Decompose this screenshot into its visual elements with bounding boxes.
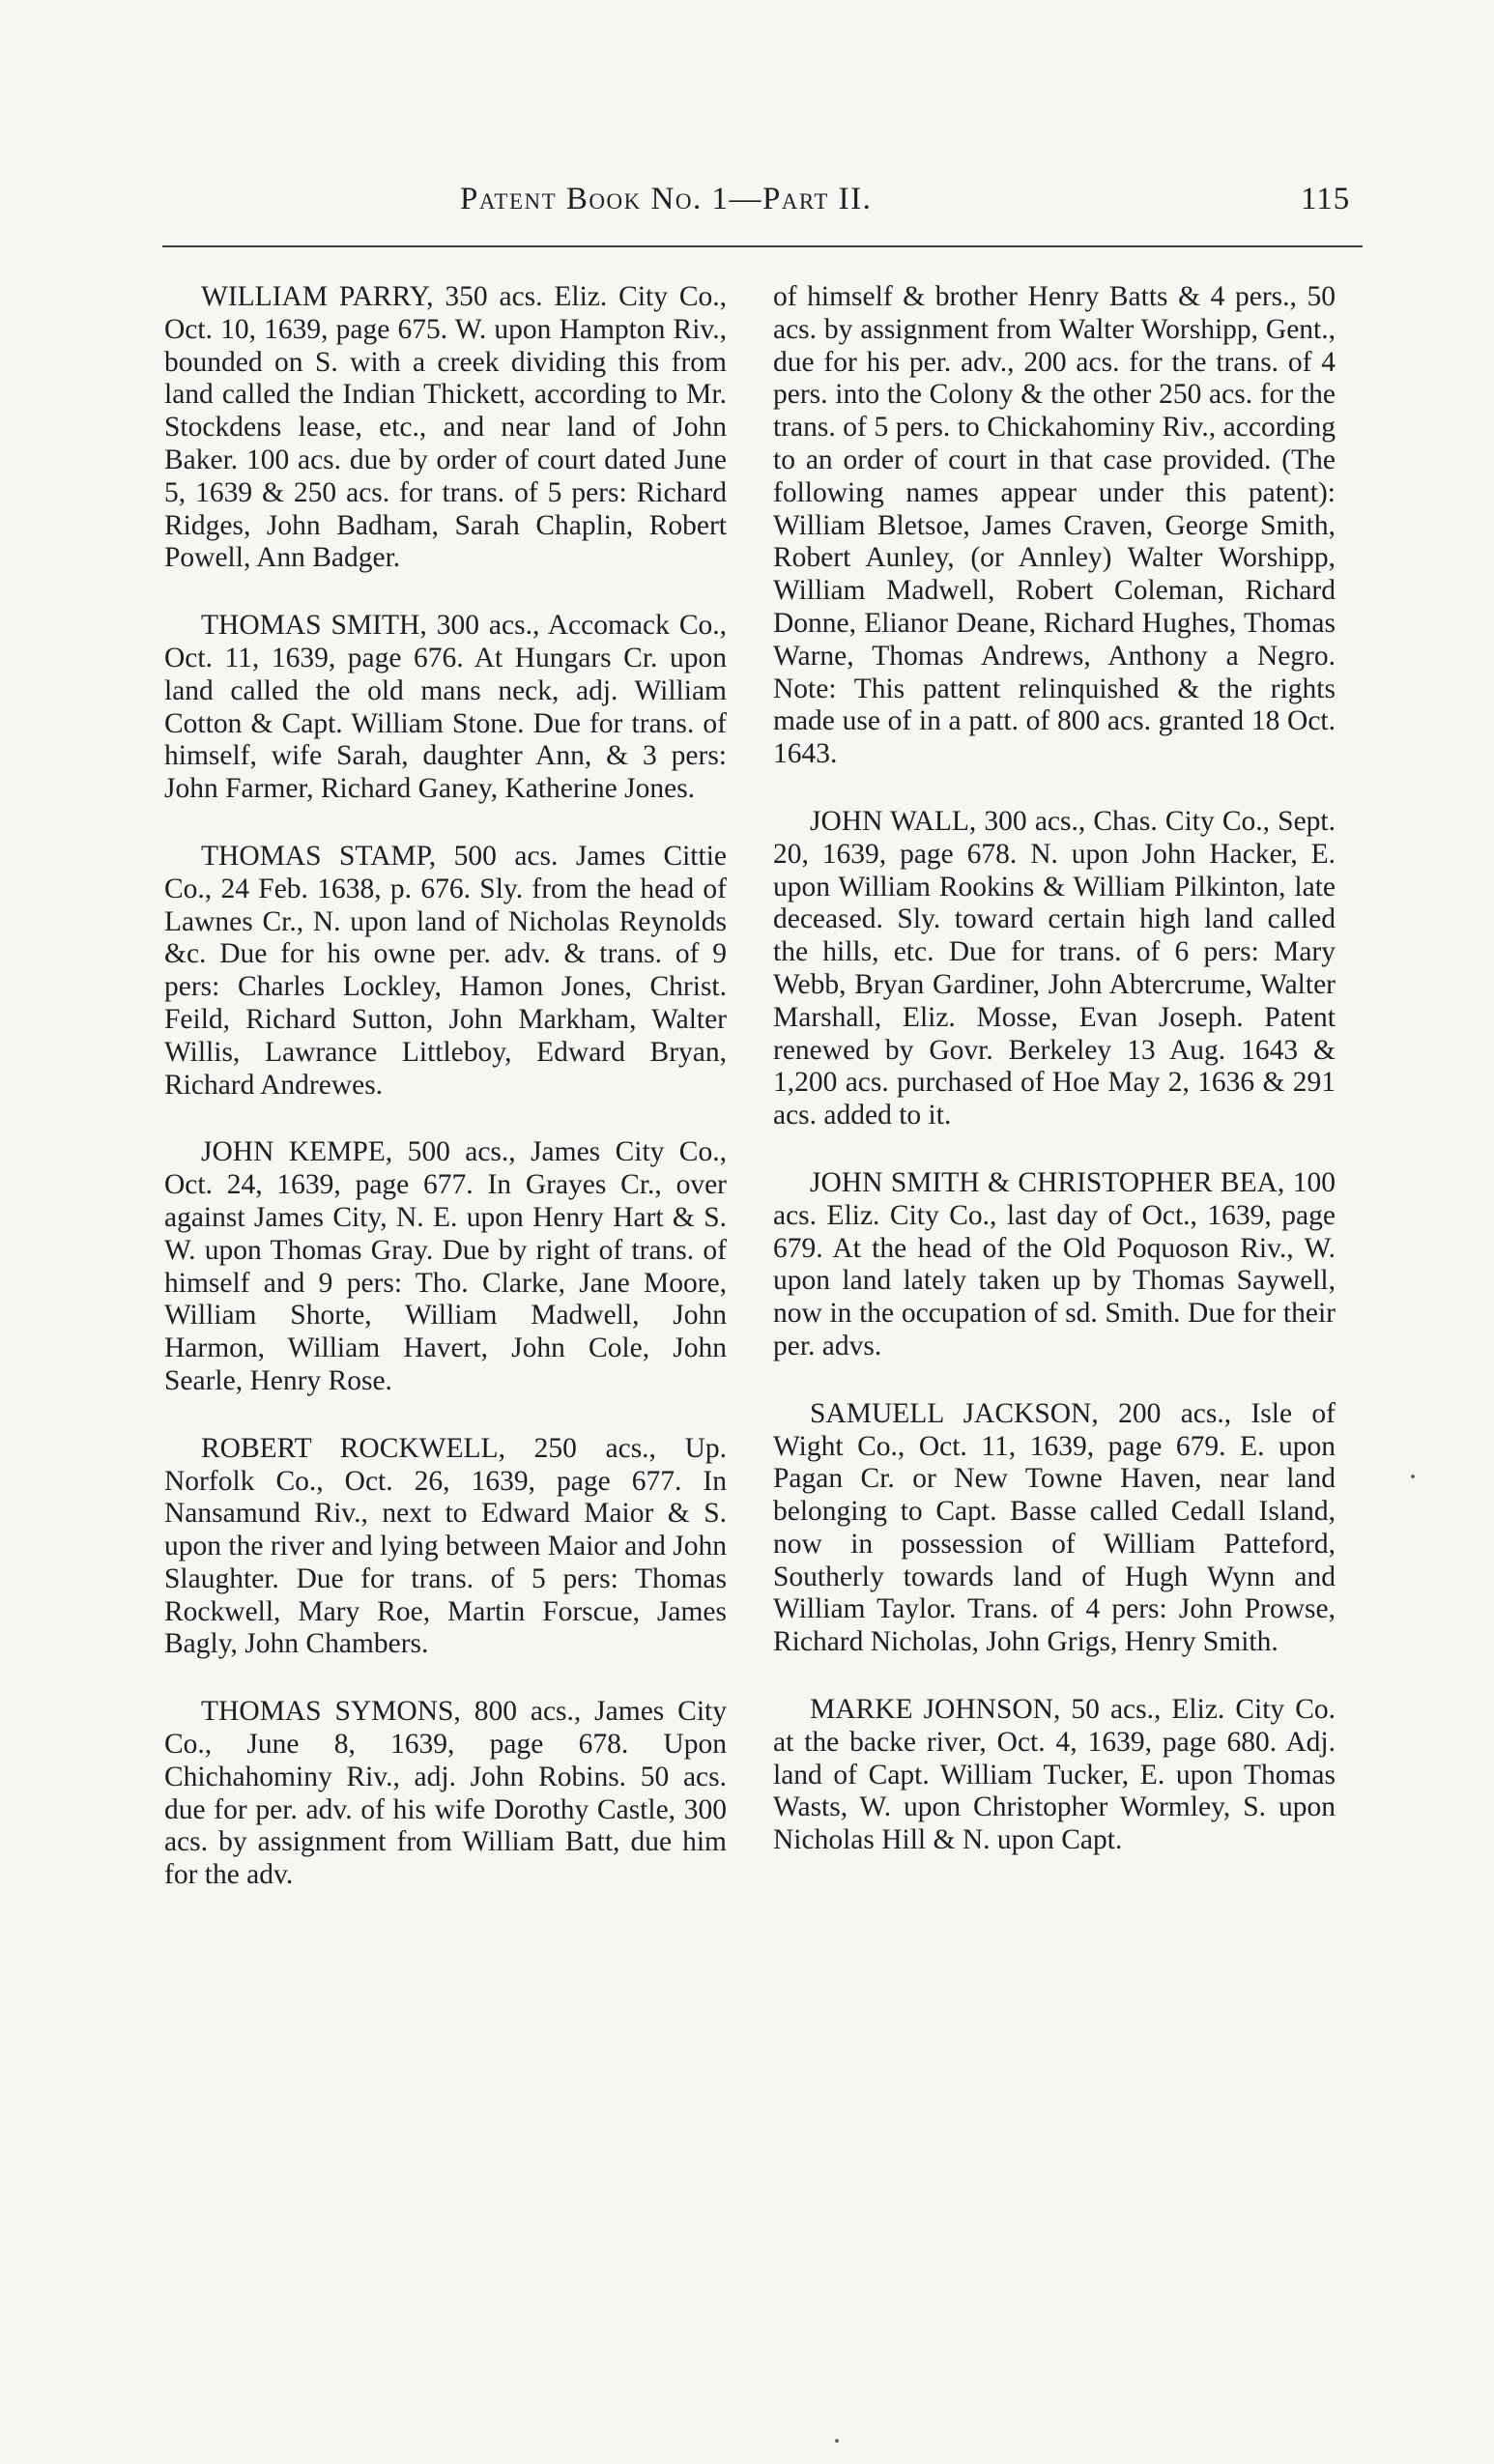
page-number: 115: [1301, 182, 1351, 216]
patent-entry-thomas-smith: THOMAS SMITH, 300 acs., Accomack Co., Oct. 11, 1639, page 676. At Hungars Cr. upon land called the old mans neck, adj. William Cotton & Capt. William Stone. Due for trans. of himself, wife Sarah, daughter Ann, & 3 pers: John Farmer, Richard Ganey, Katherine Jones.: [164, 610, 727, 805]
stray-ink-dot-bottom: [835, 2439, 839, 2443]
left-column: [164, 281, 727, 1927]
patent-entry-thomas-stamp: THOMAS STAMP, 500 acs. James Cittie Co., 24 Feb. 1638, p. 676. Sly. from the head of Lawnes Cr., N. upon land of Nicholas Reynolds &c. Due for his owne per. adv. & trans. of 9 pers: Charles Lockley, Hamon Jones, Christ. Feild, Richard Sutton, John Markham, Walter Willis, Lawrance Littleboy, Edward Bryan, Richard Andrewes.: [164, 840, 727, 1101]
header-rule: [162, 245, 1363, 247]
patent-entry-marke-johnson: MARKE JOHNSON, 50 acs., Eliz. City Co. at the backe river, Oct. 4, 1639, page 680. Adj. land of Capt. William Tucker, E. upon Thomas Wasts, W. upon Christopher Wormley, S. upon Nicholas Hill & N. upon Capt.: [773, 1694, 1336, 1856]
patent-entry-john-kempe: JOHN KEMPE, 500 acs., James City Co., Oct. 24, 1639, page 677. In Grayes Cr., over against James City, N. E. upon Henry Hart & S. W. upon Thomas Gray. Due by right of trans. of himself and 9 pers: Tho. Clarke, Jane Moore, William Shorte, William Madwell, John Harmon, William Havert, John Cole, John Searle, Henry Rose.: [164, 1136, 727, 1396]
stray-ink-dot: [1411, 1475, 1415, 1478]
right-column: [773, 281, 1336, 1892]
page-header: [0, 182, 1494, 230]
running-head: Patent Book No. 1—Part II.: [460, 182, 873, 216]
patent-entry-thomas-symons-continued: of himself & brother Henry Batts & 4 pers., 50 acs. by assignment from Walter Worshipp, Gent., due for his per. adv., 200 acs. for the trans. of 4 pers. into the Colony & the other 250 acs. for the trans. of 5 pers. to Chickahominy Riv., according to an order of court in that case provided. (The following names appear under this patent): William Bletsoe, James Craven, George Smith, Robert Aunley, (or Annley) Walter Worshipp, William Madwell, Robert Coleman, Richard Donne, Elianor Deane, Richard Hughes, Thomas Warne, Thomas Andrews, Anthony a Negro. Note: This pattent relinquished & the rights made use of in a patt. of 800 acs. granted 18 Oct. 1643.: [773, 281, 1336, 770]
patent-entry-samuell-jackson: SAMUELL JACKSON, 200 acs., Isle of Wight Co., Oct. 11, 1639, page 679. E. upon Pagan Cr. or New Towne Haven, near land belonging to Capt. Basse called Cedall Island, now in possession of William Patteford, Southerly towards land of Hugh Wynn and William Taylor. Trans. of 4 pers: John Prowse, Richard Nicholas, John Grigs, Henry Smith.: [773, 1397, 1336, 1658]
patent-entry-john-smith-christopher-bea: JOHN SMITH & CHRISTOPHER BEA, 100 acs. Eliz. City Co., last day of Oct., 1639, page 679. At the head of the Old Poquoson Riv., W. upon land lately taken up by Thomas Saywell, now in the occupation of sd. Smith. Due for their per. advs.: [773, 1166, 1336, 1361]
patent-entry-thomas-symons: THOMAS SYMONS, 800 acs., James City Co., June 8, 1639, page 678. Upon Chichahominy Riv., adj. John Robins. 50 acs. due for per. adv. of his wife Dorothy Castle, 300 acs. by assignment from William Batt, due him for the adv.: [164, 1696, 727, 1891]
patent-entry-william-parry: WILLIAM PARRY, 350 acs. Eliz. City Co., Oct. 10, 1639, page 675. W. upon Hampton Riv., bounded on S. with a creek dividing this from land called the Indian Thickett, according to Mr. Stockdens lease, etc., and near land of John Baker. 100 acs. due by order of court dated June 5, 1639 & 250 acs. for trans. of 5 pers: Richard Ridges, John Badham, Sarah Chaplin, Robert Powell, Ann Badger.: [164, 281, 727, 574]
patent-entry-john-wall: JOHN WALL, 300 acs., Chas. City Co., Sept. 20, 1639, page 678. N. upon John Hacker, E. upon William Rookins & William Pilkinton, late deceased. Sly. toward certain high land called the hills, etc. Due for trans. of 6 pers: Mary Webb, Bryan Gardiner, John Abtercrume, Walter Marshall, Eliz. Mosse, Evan Joseph. Patent renewed by Govr. Berkeley 13 Aug. 1643 & 1,200 acs. purchased of Hoe May 2, 1636 & 291 acs. added to it.: [773, 805, 1336, 1132]
patent-entry-robert-rockwell: ROBERT ROCKWELL, 250 acs., Up. Norfolk Co., Oct. 26, 1639, page 677. In Nansamund Riv., next to Edward Maior & S. upon the river and lying between Maior and John Slaughter. Due for trans. of 5 pers: Thomas Rockwell, Mary Roe, Martin Forscue, James Bagly, John Chambers.: [164, 1432, 727, 1660]
